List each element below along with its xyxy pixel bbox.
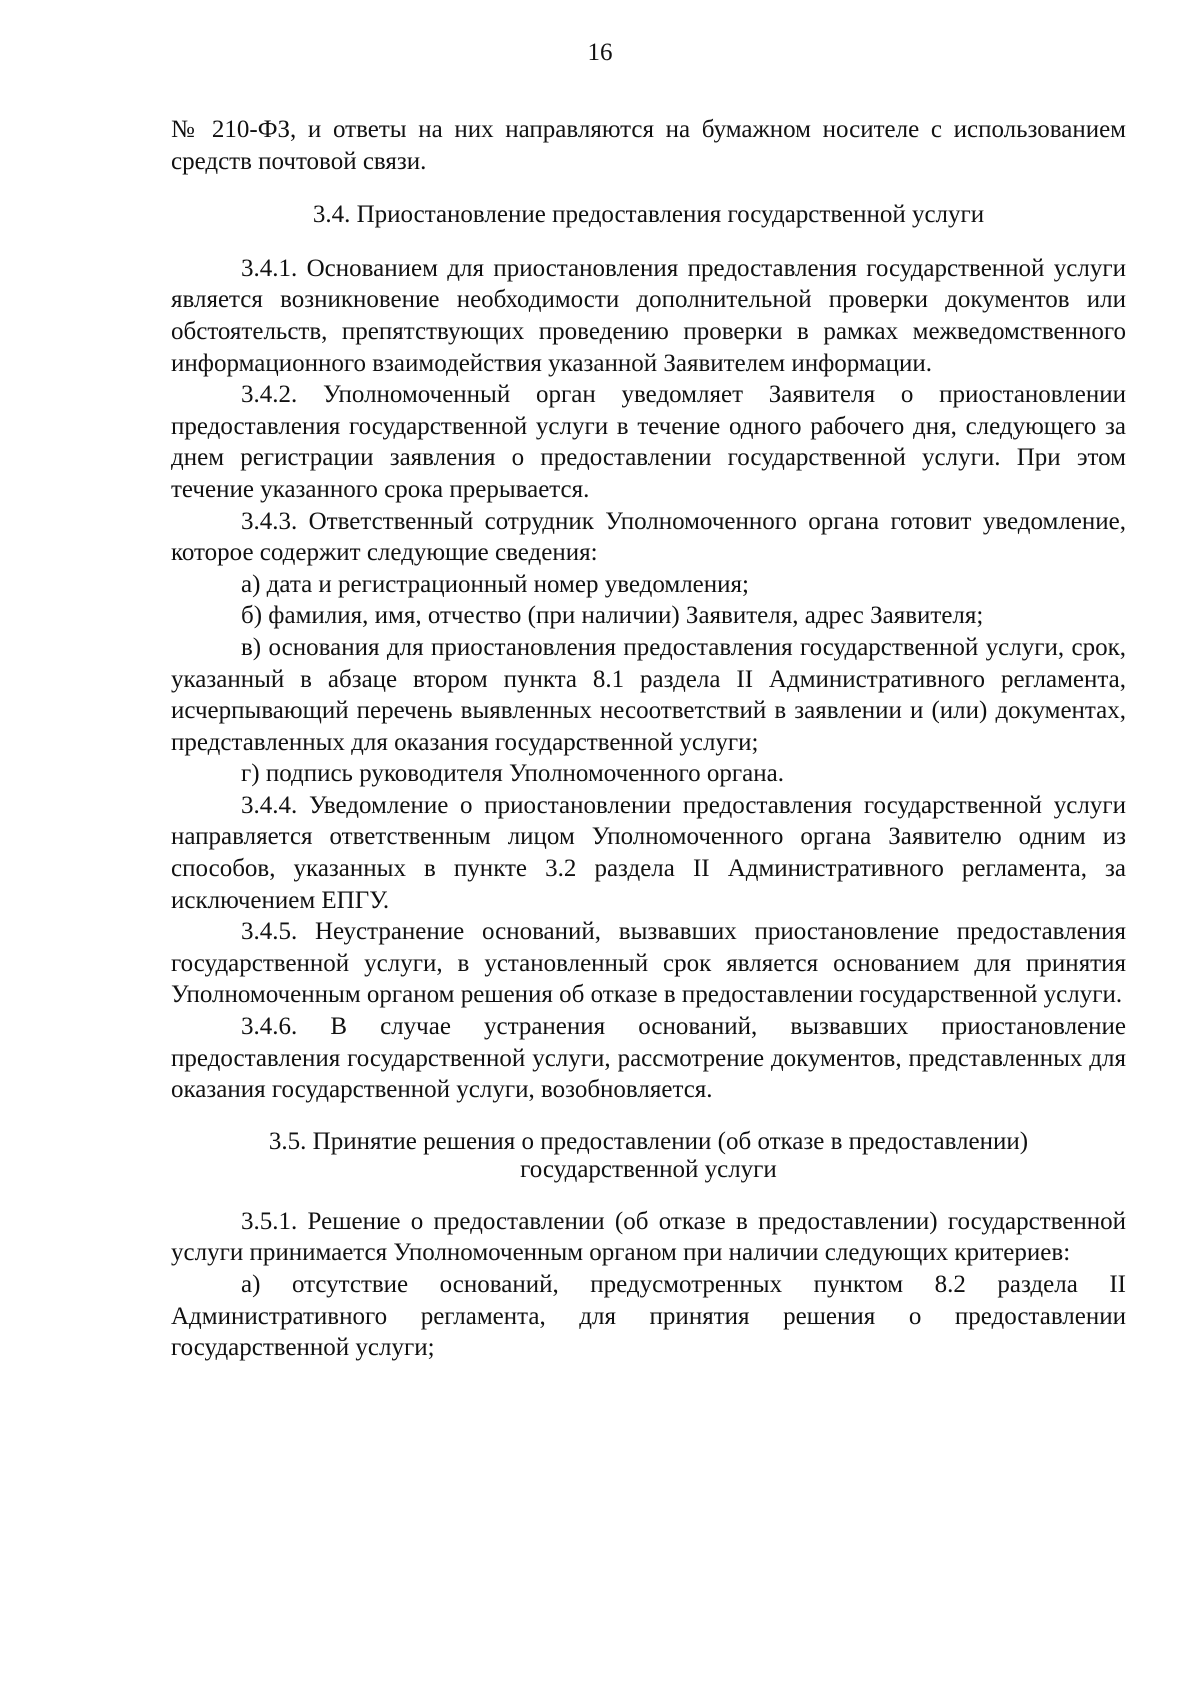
paragraph-3-4-4: 3.4.4. Уведомление о приостановлении предоставления государственной услуги направляется ответственным лицом Уполномоченного органа Заявителю одним из способов, указанных в пункте 3.2 раздела II Административного регламента, за исключением ЕПГУ.: [171, 791, 1126, 914]
section-3-5-title-line1: 3.5. Принятие решения о предоставлении (об отказе в предоставлении): [268, 1127, 1029, 1155]
list-item-b: б) фамилия, имя, отчество (при наличии) Заявителя, адрес Заявителя;: [241, 602, 984, 630]
paragraph-3-5-1: 3.5.1. Решение о предоставлении (об отказе в предоставлении) государственной услуги принимается Уполномоченным органом при наличии следующих критериев:: [171, 1207, 1126, 1267]
paragraph-3-4-2: 3.4.2. Уполномоченный орган уведомляет Заявителя о приостановлении предоставления государственной услуги в течение одного рабочего дня, следующего за днем регистрации заявления о предоставлении государственной услуги. При этом течение указанного срока прерывается.: [171, 381, 1126, 503]
list-item-3-5-a: а) отсутствие оснований, предусмотренных пунктом 8.2 раздела II Административного регламента, для принятия решения о предоставлении государственной услуги;: [171, 1271, 1126, 1362]
intro-paragraph: № 210-ФЗ, и ответы на них направляются на бумажном носителе с использованием средств почтовой связи.: [171, 116, 1126, 175]
list-item-g: г) подпись руководителя Уполномоченного органа.: [241, 760, 785, 788]
page-number: 16: [587, 39, 613, 66]
list-item-a: а) дата и регистрационный номер уведомления;: [241, 570, 749, 598]
paragraph-3-4-1: 3.4.1. Основанием для приостановления предоставления государственной услуги является возникновение необходимости дополнительной проверки документов или обстоятельств, препятствующих проведению проверки в рамках межведомственного информационного взаимодействия указанной Заявителем информации.: [171, 254, 1126, 377]
paragraph-3-4-6: 3.4.6. В случае устранения оснований, вызвавших приостановление предоставления государственной услуги, рассмотрение документов, представленных для оказания государственной услуги, возобновляется.: [171, 1013, 1126, 1104]
document-body: [171, 114, 1126, 1364]
section-3-5-title: [171, 1128, 1126, 1184]
section-3-4-title: 3.4. Приостановление предоставления государственной услуги: [312, 201, 985, 229]
section-3-5-title-line2: государственной услуги: [520, 1155, 777, 1183]
paragraph-3-4-5: 3.4.5. Неустранение оснований, вызвавших приостановление предоставления государственной услуги, в установленный срок является основанием для принятия Уполномоченным органом решения об отказе в предоставлении государственной услуги.: [171, 918, 1126, 1009]
paragraph-3-4-3: 3.4.3. Ответственный сотрудник Уполномоченного органа готовит уведомление, которое содержит следующие сведения:: [171, 507, 1126, 567]
list-item-v: в) основания для приостановления предоставления государственной услуги, срок, указанный в абзаце втором пункта 8.1 раздела II Административного регламента, исчерпывающий перечень выявленных несоответствий в заявлении и (или) документах, представленных для оказания государственной услуги;: [171, 633, 1126, 756]
